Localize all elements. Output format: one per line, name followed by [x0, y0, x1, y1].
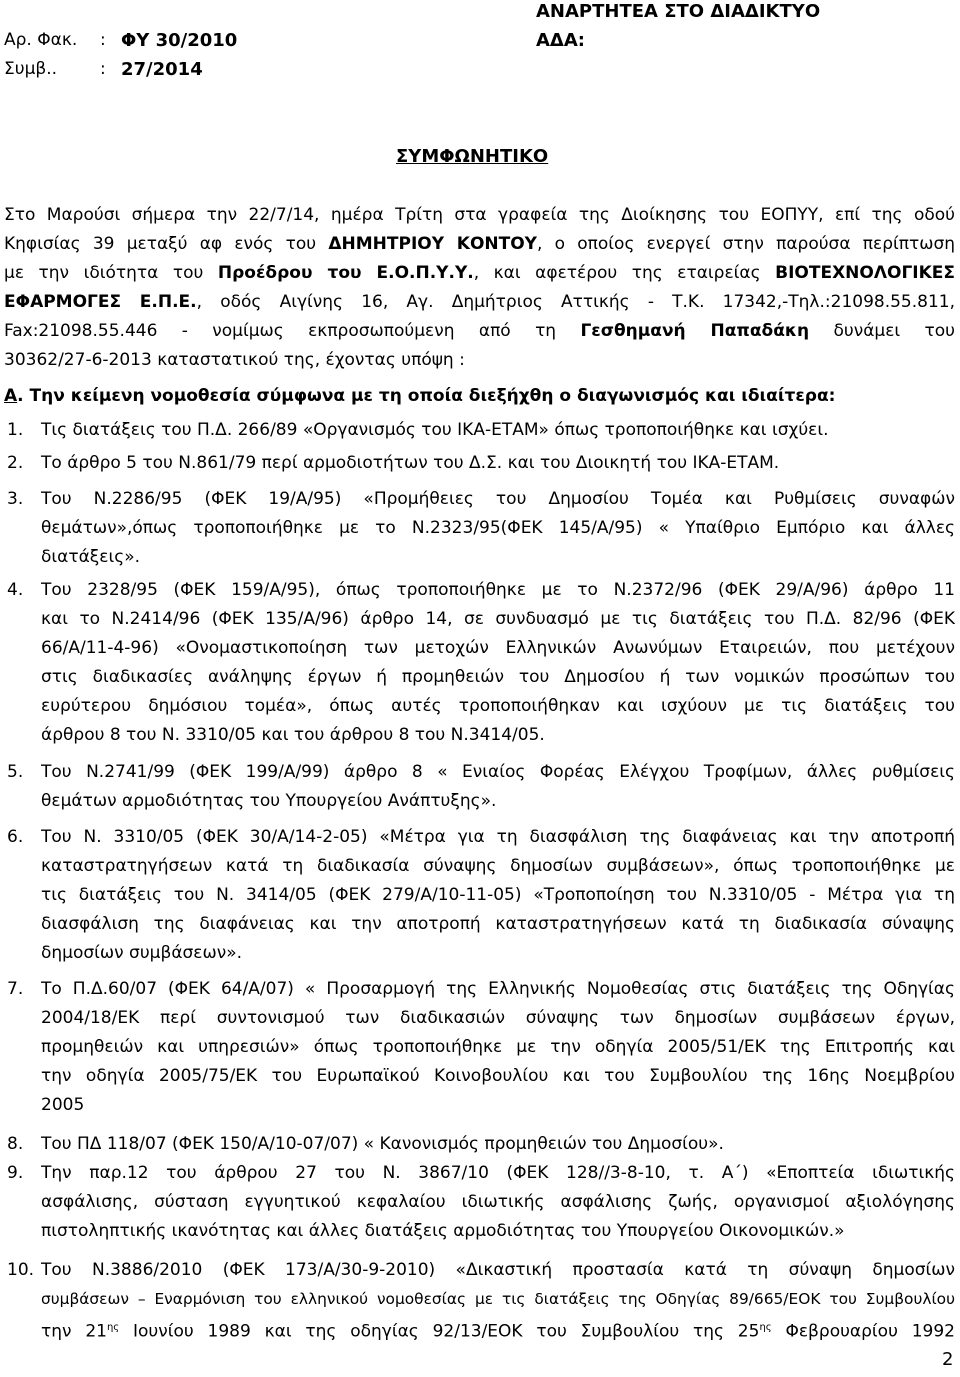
- intro-line-2: Κηφισίας 39 μεταξύ αφ ενός του ΔΗΜΗΤΡΙΟΥ ΚΟΝΤΟΥ, ο οποίος ενεργεί στην παρούσα περίπτωση: [4, 234, 955, 254]
- list-item-number: 4.: [7, 580, 24, 600]
- list-item-line: Του Ν.2286/95 (ΦΕΚ 19/Α/95) «Προμήθειες του Δημοσίου Τομέα και Ρυθμίσεις συναφών: [41, 489, 955, 509]
- ada-label: ΑΔΑ:: [536, 30, 585, 51]
- intro-line-1: Στο Μαρούσι σήμερα την 22/7/14, ημέρα Τρίτη στα γραφεία της Διοίκησης του ΕΟΠΥΥ, επί της οδού: [4, 205, 955, 225]
- symv-label: Συμβ..: [4, 59, 58, 79]
- party-name: ΔΗΜΗΤΡΙΟΥ ΚΟΝΤΟΥ: [328, 234, 537, 254]
- page-number: 2: [942, 1349, 954, 1370]
- list-item-line: και το Ν.2414/96 (ΦΕΚ 135/Α/96) άρθρο 14, σε συνδυασμό με τις διατάξεις του Π.Δ. 82/96 (ΦΕΚ: [41, 609, 955, 629]
- intro-line-4: ΕΦΑΡΜΟΓΕΣ Ε.Π.Ε., οδός Αιγίνης 16, Αγ. Δημήτριος Αττικής - Τ.Κ. 17342,-Τηλ.:21098.55.811,: [4, 292, 955, 312]
- list-item-number: 3.: [7, 489, 24, 509]
- list-item-line: 2004/18/ΕΚ περί συντονισμού των διαδικασιών σύναψης των δημοσίων συμβάσεων έργων,: [41, 1008, 955, 1028]
- list-item-line: διασφάλιση της διαφάνειας και την αποτροπή καταστρατηγήσεων κατά τη διαδικασία σύναψης: [41, 914, 955, 934]
- list-item-line: άρθρου 8 του Ν. 3310/05 και του άρθρου 8 του Ν.3414/05.: [41, 725, 545, 745]
- list-item-line: Την παρ.12 του άρθρου 27 του Ν. 3867/10 (ΦΕΚ 128//3-8-10, τ. Α΄) «Εποπτεία ιδιωτικής: [41, 1163, 955, 1183]
- intro-line-6: 30362/27-6-2013 καταστατικού της, έχοντας υπόψη :: [4, 350, 465, 370]
- intro-line-5: Fax:21098.55.446 - νομίμως εκπροσωπούμενη από τη Γεσθημανή Παπαδάκη δυνάμει του: [4, 321, 955, 341]
- list-item-line: τις διατάξεις του Ν. 3414/05 (ΦΕΚ 279/Α/10-11-05) «Τροποποίηση του Ν.3310/05 - Μέτρα για τη: [41, 885, 955, 905]
- representative-name: Γεσθημανή Παπαδάκη: [580, 321, 810, 341]
- intro-line-3: με την ιδιότητα του Προέδρου του Ε.Ο.Π.Υ.Υ., και αφετέρου της εταιρείας ΒΙΟΤΕΧΝΟΛΟΓΙΚΕΣ: [4, 263, 955, 283]
- list-item-number: 5.: [7, 762, 24, 782]
- list-item-number: 9.: [7, 1163, 24, 1183]
- list-item-line: την $21^{\eta\varsigma}$ Ιουνίου 1989 και της οδηγίας 92/13/ΕΟΚ του Συμβουλίου της $25^{\eta\varsigma}$ Φεβρουαρίου 1992: [41, 1321, 955, 1342]
- list-item-line: Του Ν.2741/99 (ΦΕΚ 199/Α/99) άρθρο 8 « Ενιαίος Φορέας Ελέγχου Τροφίμων, άλλες ρυθμίσεις: [41, 762, 955, 782]
- list-item-line: θεμάτων»,όπως τροποποιήθηκε με το Ν.2323/95(ΦΕΚ 145/Α/95) « Υπαίθριο Εμπόριο και άλλες: [41, 518, 955, 538]
- anartitea-label: ΑΝΑΡΤΗΤΕΑ ΣΤΟ ΔΙΑΔΙΚΤΥΟ: [536, 1, 821, 22]
- list-item-line: ασφάλισης, σύσταση εγγυητικού κεφαλαίου ιδιωτικής ασφάλισης ζωής, οργανισμοί αξιολόγησης: [41, 1192, 955, 1212]
- list-item-number: 7.: [7, 979, 24, 999]
- list-item-line: Το Π.Δ.60/07 (ΦΕΚ 64/Α/07) « Προσαρμογή της Ελληνικής Νομοθεσίας στις διατάξεις της Οδηγίας: [41, 979, 955, 999]
- ar-fak-label: Αρ. Φακ.: [4, 30, 78, 50]
- list-item-line: καταστρατηγήσεων κατά τη διαδικασία σύναψης δημοσίων συμβάσεων», όπως τροποποιήθηκε με: [41, 856, 955, 876]
- ar-fak-value: ΦΥ 30/2010: [121, 30, 238, 51]
- list-item-line: δημοσίων συμβάσεων».: [41, 943, 243, 963]
- list-item-line: πιστοληπτικής ικανότητας και άλλες διατάξεις αρμοδιότητας του Υπουργείου Οικονομικών.»: [41, 1221, 845, 1241]
- list-item-line: Του ΠΔ 118/07 (ΦΕΚ 150/Α/10-07/07) « Κανονισμός προμηθειών του Δημοσίου».: [41, 1134, 724, 1154]
- list-item-line: ευρύτερου δημόσιου τομέα», όπως αυτές τροποποιήθηκαν και ισχύουν με τις διατάξεις του: [41, 696, 955, 716]
- list-item-line: στις διαδικασίες ανάληψης έργων ή προμηθειών του Δημοσίου ή των νομικών προσώπων του: [41, 667, 955, 687]
- list-item-line: συμβάσεων – Εναρμόνιση του ελληνικού νομοθεσίας με τις διατάξεις της Οδηγίας 89/665/ΕΟΚ του Συμβουλίου: [41, 1290, 955, 1308]
- symv-value: 27/2014: [121, 59, 203, 80]
- document-title: ΣΥΜΦΩΝΗΤΙΚΟ: [396, 146, 549, 167]
- list-item-line: 66/Α/11-4-96) «Ονομαστικοποίηση των μετοχών Ελληνικών Ανωνύμων Εταιρειών, που μετέχουν: [41, 638, 955, 658]
- list-item-number: 6.: [7, 827, 24, 847]
- list-item-number: 10.: [7, 1260, 35, 1280]
- list-item-line: Τις διατάξεις του Π.Δ. 266/89 «Οργανισμός του ΙΚΑ-ΕΤΑΜ» όπως τροποποιήθηκε και ισχύει.: [41, 420, 829, 440]
- list-item-line: προμηθειών και υπηρεσιών» όπως τροποποιήθηκε με την οδηγία 2005/51/ΕΚ της Επιτροπής και: [41, 1037, 955, 1057]
- list-item-number: 2.: [7, 453, 24, 473]
- section-a-heading: Α. Την κείμενη νομοθεσία σύμφωνα με τη οποία διεξήχθη ο διαγωνισμός και ιδιαίτερα:: [4, 386, 836, 406]
- list-item-line: την οδηγία 2005/75/ΕΚ του Ευρωπαϊκού Κοινοβουλίου και του Συμβουλίου της 16ης Νοεμβρίου: [41, 1066, 955, 1086]
- list-item-line: 2005: [41, 1095, 85, 1115]
- list-item-line: Του Ν.3886/2010 (ΦΕΚ 173/Α/30-9-2010) «Δικαστική προστασία κατά τη σύναψη δημοσίων: [41, 1260, 955, 1280]
- list-item-line: διατάξεις».: [41, 547, 141, 567]
- ar-fak-sep: :: [100, 30, 106, 50]
- list-item-line: θεμάτων αρμοδιότητας του Υπουργείου Ανάπτυξης».: [41, 791, 497, 811]
- list-item-line: Το άρθρο 5 του Ν.861/79 περί αρμοδιοτήτων του Δ.Σ. και του Διοικητή του ΙΚΑ-ΕΤΑΜ.: [41, 453, 780, 473]
- list-item-number: 8.: [7, 1134, 24, 1154]
- list-item-number: 1.: [7, 420, 24, 440]
- symv-sep: :: [100, 59, 106, 79]
- list-item-line: Του 2328/95 (ΦΕΚ 159/Α/95), όπως τροποποιήθηκε με το Ν.2372/96 (ΦΕΚ 29/Α/96) άρθρο 11: [41, 580, 955, 600]
- list-item-line: Του Ν. 3310/05 (ΦΕΚ 30/Α/14-2-05) «Μέτρα για τη διασφάλιση της διαφάνειας και την αποτροπή: [41, 827, 955, 847]
